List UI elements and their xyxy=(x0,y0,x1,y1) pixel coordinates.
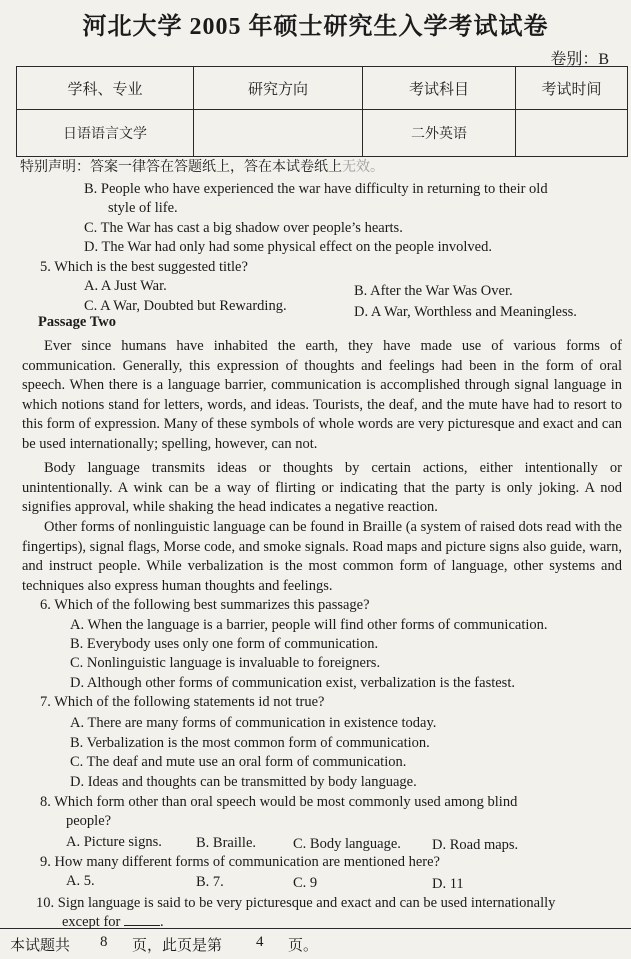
header-cell-time: 考试时间 xyxy=(516,67,628,110)
q6-option-b: B. Everybody uses only one form of communication. xyxy=(70,636,379,652)
exam-title: 河北大学 2005 年硕士研究生入学考试试卷 xyxy=(82,14,549,40)
passage-paragraph-2 xyxy=(22,459,622,518)
q4-option-b-line2: style of life. xyxy=(108,200,178,216)
q9-stem: 9. How many different forms of communication are mentioned here? xyxy=(40,854,440,870)
q5-option-c: C. A War, Doubted but Rewarding. xyxy=(84,298,287,314)
q5-option-b: B. After the War Was Over. xyxy=(354,283,513,299)
q6-stem: 6. Which of the following best summarizes this passage? xyxy=(40,597,370,613)
q10-stem-line1: 10. Sign language is said to be very picturesque and exact and can be used internationally xyxy=(36,895,556,911)
cell-time-value xyxy=(516,110,628,157)
header-cell-major: 学科、专业 xyxy=(17,67,194,110)
cell-subject-value: 二外英语 xyxy=(363,110,516,157)
q10-answer-blank xyxy=(124,911,160,926)
q8-option-d: D. Road maps. xyxy=(432,837,519,853)
page-footer xyxy=(0,928,631,959)
q6-option-c: C. Nonlinguistic language is invaluable to foreigners. xyxy=(70,655,381,671)
q7-option-c: C. The deaf and mute use an oral form of communication. xyxy=(70,754,407,770)
paper-version-label: 卷别：B xyxy=(550,51,609,68)
exam-info-table xyxy=(16,66,628,157)
q7-stem: 7. Which of the following statements id not true? xyxy=(40,694,325,710)
notice-stamp: 无效。 xyxy=(342,160,384,175)
q5-option-a: A. A Just War. xyxy=(84,278,167,294)
q5-stem: 5. Which is the best suggested title? xyxy=(40,259,248,275)
q9-option-a: A. 5. xyxy=(66,873,95,889)
q7-option-a: A. There are many forms of communication in existence today. xyxy=(70,715,437,731)
notice-text: 特别声明：答案一律答在答题纸上，答在本试卷纸上 xyxy=(20,160,342,175)
footer-current-page: 4 xyxy=(256,934,264,950)
q7-option-b: B. Verbalization is the most common form of communication. xyxy=(70,735,430,751)
q6-option-d: D. Although other forms of communication exist, verbalization is the fastest. xyxy=(70,675,515,691)
passage-paragraph-3-text: Other forms of nonlinguistic language can be found in Braille (a system of raised dots read with the fingertips), signal flags, Morse code, and smoke signals. Road maps and picture signs also guide, warn, and instruct people. While verbalization is the most common form of language, other systems and techniques also express human thoughts and feelings. xyxy=(22,519,622,594)
q9-option-c: C. 9 xyxy=(293,875,318,891)
q5-option-d: D. A War, Worthless and Meaningless. xyxy=(354,304,577,320)
special-notice xyxy=(20,156,384,176)
footer-middle: 页，此页是第 xyxy=(132,938,223,954)
cell-direction-value xyxy=(194,110,363,157)
passage-paragraph-3 xyxy=(22,518,622,596)
q6-option-a: A. When the language is a barrier, people will find other forms of communication. xyxy=(70,617,548,633)
passage-paragraph-1 xyxy=(22,337,622,455)
q7-option-d: D. Ideas and thoughts can be transmitted by body language. xyxy=(70,774,417,790)
passage-paragraph-2-text: Body language transmits ideas or thoughts by certain actions, either intentionally or unintentionally. A wink can be a way of flirting or indicating that the party is only joking. A nod signifies approval, while shaking the head indicates a negative reaction. xyxy=(22,460,622,516)
footer-suffix: 页。 xyxy=(288,938,319,954)
q9-option-b: B. 7. xyxy=(196,874,224,890)
q8-stem-line1: 8. Which form other than oral speech would be most commonly used among blind xyxy=(40,794,518,810)
q10-stem-period: . xyxy=(160,914,164,930)
q9-option-d: D. 11 xyxy=(432,876,464,892)
q4-option-c: C. The War has cast a big shadow over people’s hearts. xyxy=(84,220,403,236)
header-cell-direction: 研究方向 xyxy=(194,67,363,110)
q10-stem-text: except for xyxy=(62,914,121,930)
footer-total-pages: 8 xyxy=(100,934,108,950)
q4-option-b-line1: B. People who have experienced the war have difficulty in returning to their old xyxy=(84,181,548,197)
q8-option-b: B. Braille. xyxy=(196,835,257,851)
q8-option-a: A. Picture signs. xyxy=(66,834,162,850)
footer-prefix: 本试题共 xyxy=(10,938,71,954)
header-cell-subject: 考试科目 xyxy=(363,67,516,110)
q4-option-d: D. The War had only had some physical effect on the people involved. xyxy=(84,239,492,255)
passage-paragraph-1-text: Ever since humans have inhabited the earth, they have made use of various forms of communication. Generally, this expression of thoughts and feelings had been in the form of oral speech. When there is a language barrier, communication is accomplished through signal language in which notions stand for letters, words, and ideas. Tourists, the deaf, and the mute have had to resort to this form of expression. Many of these symbols of whole words are very picturesque and exact and can be used internationally; spelling, however, can not. xyxy=(22,338,622,452)
passage-two-heading: Passage Two xyxy=(38,314,117,330)
q8-option-c: C. Body language. xyxy=(293,836,401,852)
cell-major-value: 日语语言文学 xyxy=(17,110,194,157)
q8-stem-line2: people? xyxy=(66,813,112,829)
